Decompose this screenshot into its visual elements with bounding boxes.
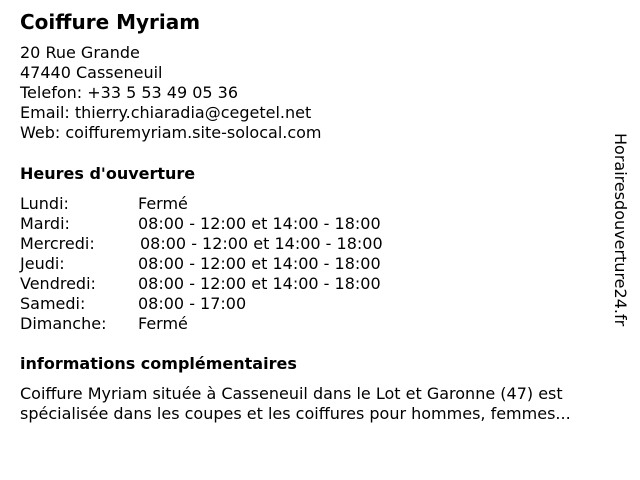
day-label: Vendredi: bbox=[20, 274, 96, 293]
day-label: Mercredi: bbox=[20, 234, 95, 253]
opening-hours-heading: Heures d'ouverture bbox=[20, 164, 196, 183]
day-label: Dimanche: bbox=[20, 314, 107, 333]
hours-row bbox=[20, 214, 440, 234]
day-hours: 08:00 - 17:00 bbox=[138, 294, 247, 313]
hours-row bbox=[20, 194, 440, 214]
info-line: Coiffure Myriam située à Casseneuil dans le Lot et Garonne (47) est bbox=[20, 384, 563, 403]
day-label: Mardi: bbox=[20, 214, 70, 233]
site-watermark: Horairesdouverture24.fr bbox=[611, 133, 630, 327]
hours-row bbox=[20, 234, 440, 254]
hours-row bbox=[20, 254, 440, 274]
phone-text: Telefon: +33 5 53 49 05 36 bbox=[20, 83, 239, 102]
business-contact-block bbox=[20, 43, 322, 143]
day-hours: 08:00 - 12:00 et 14:00 - 18:00 bbox=[138, 254, 381, 273]
hours-row bbox=[20, 274, 440, 294]
additional-info-heading: informations complémentaires bbox=[20, 354, 297, 373]
opening-hours-table bbox=[20, 194, 440, 334]
day-hours: 08:00 - 12:00 et 14:00 - 18:00 bbox=[138, 274, 381, 293]
info-line: spécialisée dans les coupes et les coiffures pour hommes, femmes... bbox=[20, 404, 571, 423]
address-city: 47440 Casseneuil bbox=[20, 63, 163, 82]
day-hours: Fermé bbox=[138, 314, 188, 333]
hours-row bbox=[20, 294, 440, 314]
day-hours: Fermé bbox=[138, 194, 188, 213]
web-text: Web: coiffuremyriam.site-solocal.com bbox=[20, 123, 322, 142]
additional-info-text bbox=[20, 384, 571, 424]
business-name: Coiffure Myriam bbox=[20, 10, 201, 34]
address-street: 20 Rue Grande bbox=[20, 43, 140, 62]
day-label: Samedi: bbox=[20, 294, 86, 313]
day-hours: 08:00 - 12:00 et 14:00 - 18:00 bbox=[138, 214, 381, 233]
email-text: Email: thierry.chiaradia@cegetel.net bbox=[20, 103, 312, 122]
hours-row bbox=[20, 314, 440, 334]
day-label: Jeudi: bbox=[20, 254, 65, 273]
day-hours: 08:00 - 12:00 et 14:00 - 18:00 bbox=[140, 234, 383, 253]
day-label: Lundi: bbox=[20, 194, 69, 213]
